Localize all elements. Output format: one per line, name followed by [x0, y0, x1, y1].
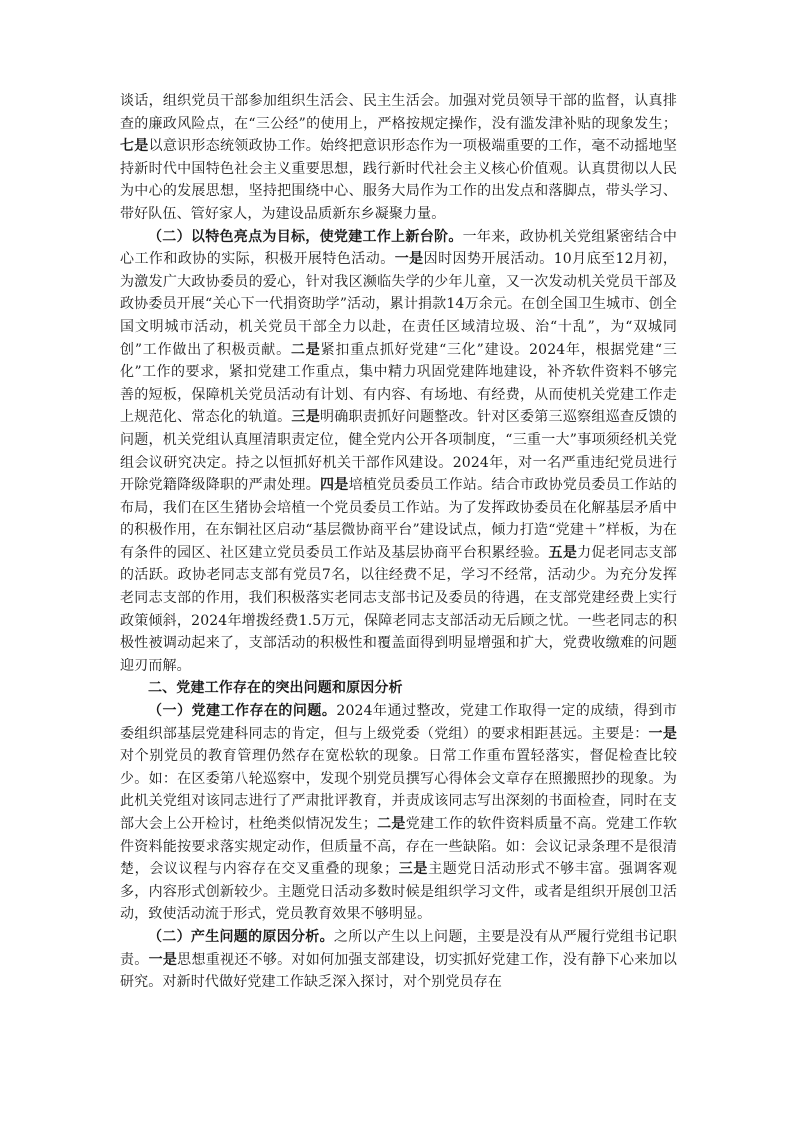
text-run: 紧扣重点抓好党建“三化”建设。2024年，根据党建“三化”工作的要求，紧扣党建工作重点，集中精力巩固党建阵地建设，补齐软件资料不够完善的短板，保障机关党员活动有计划、有内容、有场地、有经费，从而使机关党建工作走上规范化、常态化的轨道。	[120, 341, 677, 426]
text-run: 之所以产生以上问题，主要是没有从严履行党组书记职责。	[120, 928, 677, 968]
body-paragraph	[120, 700, 677, 926]
bold-run: （二）以特色亮点为目标，使党建工作上新台阶。	[148, 228, 463, 245]
bold-run: （二）产生问题的原因分析。	[148, 928, 334, 945]
text-run: 2024年通过整改，党建工作取得一定的成绩，得到市委组织部基层党建科同志的肯定，但与上级党委（党组）的要求相距甚远。主要是：	[120, 703, 677, 742]
bold-run: 一是	[394, 251, 424, 268]
text-run: 因时因势开展活动。10月底至12月初，为激发广大政协委员的爱心，针对我区濒临失学的少年儿童，又一次发动机关党员干部及政协委员开展“关心下一代捐资助学”活动，累计捐款14万余元。在创全国卫生城市、创全国文明城市活动，机关党员干部全力以赴，在责任区域清垃圾、治“十乱”，为“双城同创”工作做出了积极贡献。	[120, 251, 677, 358]
text-run: 谈话，组织党员干部参加组织生活会、民主生活会。加强对党员领导干部的监督，认真排查的廉政风险点，在“三公经”的使用上，严格按规定操作，没有滥发津补贴的现象发生；	[120, 93, 677, 132]
document-body	[120, 90, 677, 994]
body-paragraph	[120, 226, 677, 678]
text-run: 力促老同志支部的活跃。政协老同志支部有党员7名，以往经费不足，学习不经常，活动少。为充分发挥老同志支部的作用，我们积极落实老同志支部书记及委员的待遇，在支部党建经费上实行政策倾斜，2024年增拨经费1.5万元，保障老同志支部活动无后顾之忧。一些老同志的积极性被调动起来了，支部活动的积极性和覆盖面得到明显增强和扩大，党费收缴难的问题迎刃而解。	[120, 544, 677, 674]
bold-run: 二、党建工作存在的突出问题和原因分析	[148, 680, 403, 697]
bold-run: 四是	[320, 477, 349, 494]
bold-run: 五是	[548, 544, 578, 561]
bold-run: 一是	[148, 951, 178, 968]
bold-run: 二是	[377, 816, 406, 832]
bold-run: 二是	[290, 341, 321, 358]
bold-run: 一是	[648, 725, 677, 742]
text-run: 培植党员委员工作站。结合市政协党员委员工作站的布局，我们在区生猪协会培植一个党员委员工作站。为了发挥政协委员在化解基层矛盾中的积极作用，在东铜社区启动“基层微协商平台”建设试点，倾力打造“党建＋”样板，为在有条件的园区、社区建立党员委员工作站及基层协商平台积累经验。	[120, 477, 677, 561]
bold-run: 三是	[398, 861, 429, 878]
bold-run: 七是	[120, 138, 149, 155]
section-heading	[120, 677, 677, 700]
text-run: 明确职责抓好问题整改。针对区委第三巡察组巡查反馈的问题，机关党组认真厘清职责定位，健全党内公开各项制度，“三重一大”事项须经机关党组会议研究决定。持之以恒抓好机关干部作风建设。2024年，对一名严重违纪党员进行开除党籍降级降职的严肃处理。	[120, 409, 677, 494]
text-run: 思想重视还不够。对如何加强支部建设，切实抓好党建工作，没有静下心来加以研究。对新时代做好党建工作缺乏深入探讨，对个别党员存在	[120, 951, 677, 991]
bold-run: 三是	[291, 409, 320, 426]
text-run: 以意识形态统领政协工作。始终把意识形态作为一项极端重要的工作，毫不动摇地坚持新时代中国特色社会主义重要思想，践行新时代社会主义核心价值观。认真贯彻以人民为中心的发展思想，坚持把围绕中心、服务大局作为工作的出发点和落脚点，带头学习、带好队伍、管好家人，为建设品质新东乡凝聚力量。	[120, 138, 677, 222]
text-run: 主题党日活动形式不够丰富。强调客观多，内容形式创新较少。主题党日活动多数时候是组织学习文件，或者是组织开展创卫活动，致使活动流于形式，党员教育效果不够明显。	[120, 861, 677, 923]
text-run: 一年来，政协机关党组紧密结合中心工作和政协的实际，积极开展特色活动。	[120, 228, 677, 268]
body-paragraph	[120, 926, 677, 994]
body-paragraph	[120, 90, 677, 226]
text-run: 对个别党员的教育管理仍然存在宽松软的现象。日常工作重布置轻落实，督促检查比较少。如：在区委第八轮巡察中，发现个别党员撰写心得体会文章存在照搬照抄的现象。为此机关党组对该同志进行了严肃批评教育，并责成该同志写出深刻的书面检查，同时在支部大会上公开检讨，杜绝类似情况发生；	[120, 748, 677, 832]
text-run: 党建工作的软件资料质量不高。党建工作软件资料能按要求落实规定动作，但质量不高，存在一些缺陷。如：会议记录条理不是很清楚，会议议程与内容存在交叉重叠的现象；	[120, 816, 677, 878]
bold-run: （一）党建工作存在的问题。	[148, 703, 337, 720]
